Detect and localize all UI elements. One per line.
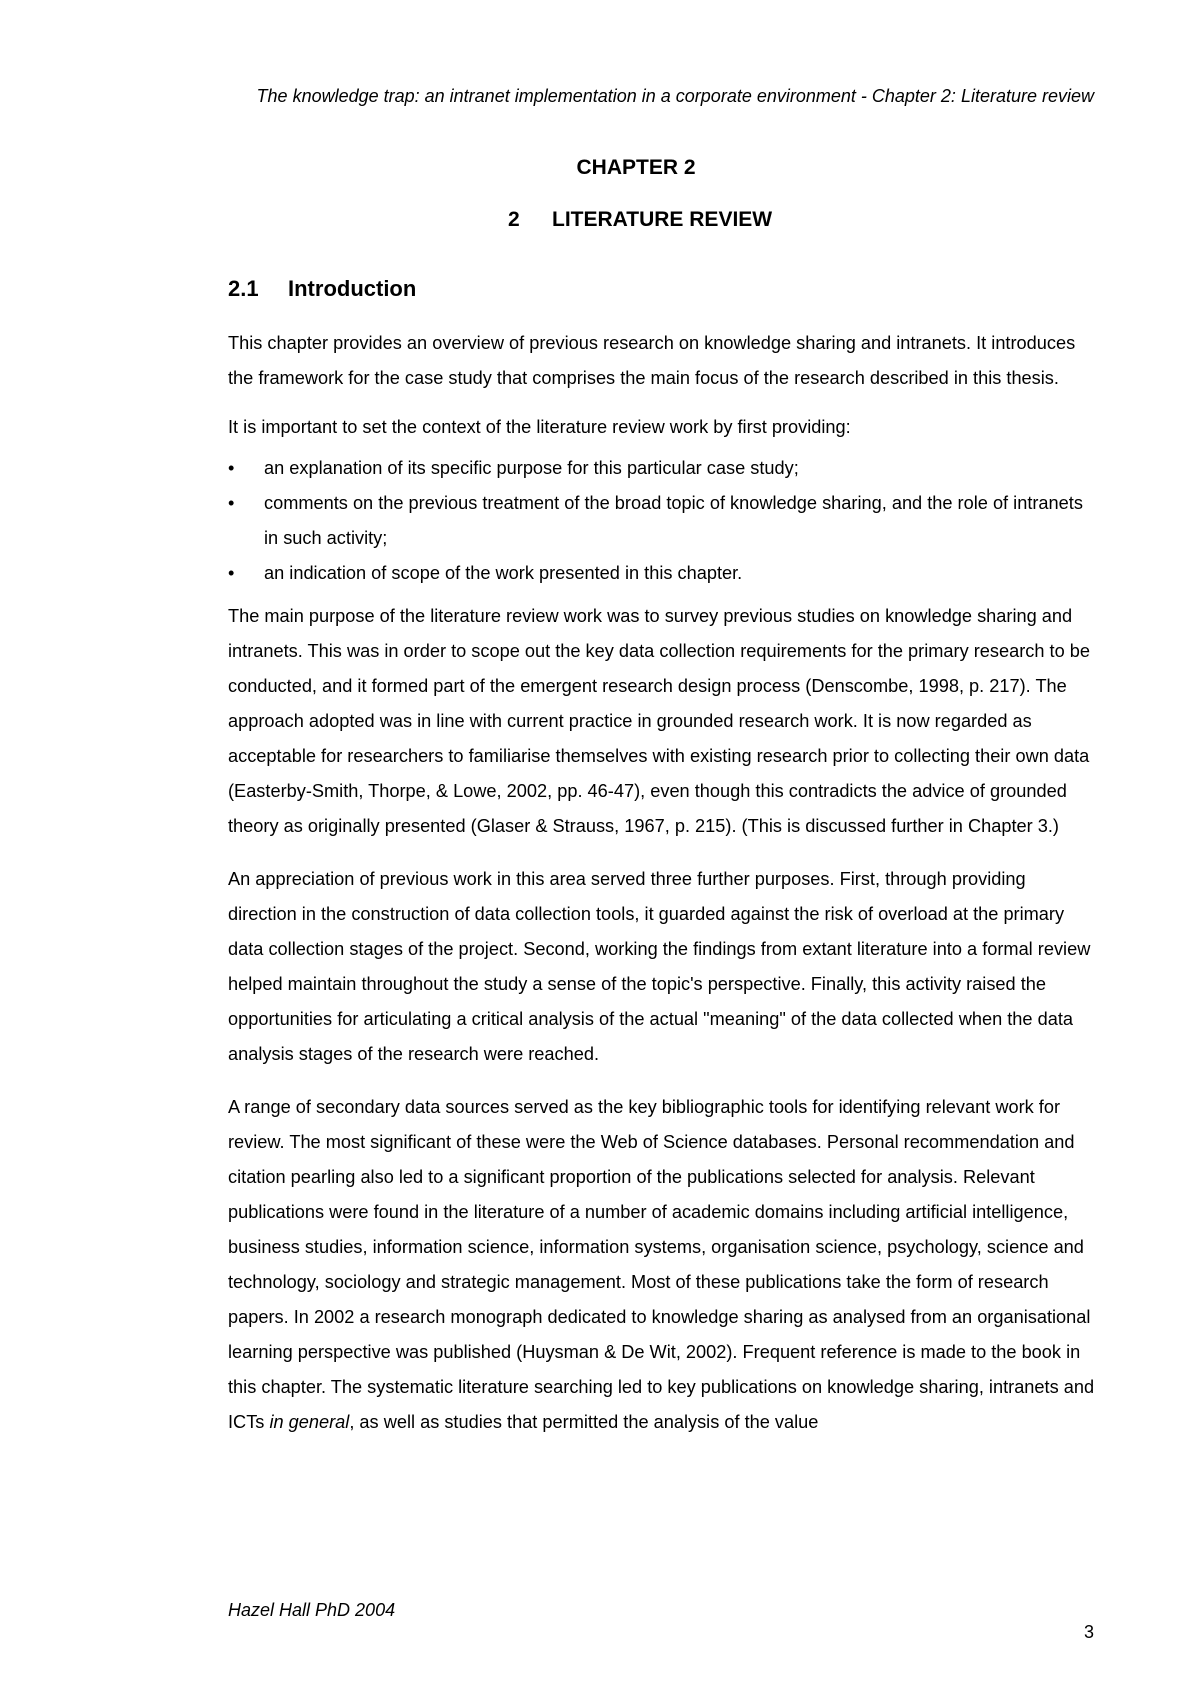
paragraph: An appreciation of previous work in this area served three further purposes. First, through providing direction in the construction of data collection tools, it guarded against the risk of overload at the primary data collection stages of the project. Second, working the findings from extant literature into a formal review helped maintain throughout the study a sense of the topic's perspective. Finally, this activity raised the opportunities for articulating a critical analysis of the actual "meaning" of the data collected when the data analysis stages of the research were reached. xyxy=(228,869,1091,1064)
bullet-icon: • xyxy=(228,493,235,513)
chapter-label: CHAPTER 2 xyxy=(576,156,696,179)
list-item xyxy=(228,486,1098,556)
list-item xyxy=(228,451,1098,486)
chapter-heading xyxy=(508,208,772,232)
bullet-icon: • xyxy=(228,458,235,478)
list-item-text: an indication of scope of the work presented in this chapter. xyxy=(264,563,743,583)
running-header: The knowledge trap: an intranet implementation in a corporate environment - Chapter 2: Literature review xyxy=(256,86,1094,106)
paragraph: It is important to set the context of the literature review work by first providing: xyxy=(228,417,851,437)
section-number: 2.1 xyxy=(228,276,259,301)
body-text xyxy=(228,326,1098,1454)
list-item xyxy=(228,556,1098,591)
list-item-text: an explanation of its specific purpose for this particular case study; xyxy=(264,458,799,478)
paragraph-text: , as well as studies that permitted the analysis of the value xyxy=(349,1412,819,1432)
footer-author: Hazel Hall PhD 2004 xyxy=(228,1600,396,1620)
chapter-number: 2 xyxy=(508,208,520,231)
page-number: 3 xyxy=(1083,1622,1094,1642)
list-item-text: comments on the previous treatment of the broad topic of knowledge sharing, and the role of intranets in such activity; xyxy=(264,493,1083,548)
paragraph: The main purpose of the literature review work was to survey previous studies on knowledge sharing and intranets. This was in order to scope out the key data collection requirements for the primary research to be conducted, and it formed part of the emergent research design process (Denscombe, 1998, p. 217). The approach adopted was in line with current practice in grounded research work. It is now regarded as acceptable for researchers to familiarise themselves with existing research prior to collecting their own data (Easterby-Smith, Thorpe, & Lowe, 2002, pp. 46-47), even though this contradicts the advice of grounded theory as originally presented (Glaser & Strauss, 1967, p. 215). (This is discussed further in Chapter 3.) xyxy=(228,606,1090,836)
emphasis-text: in general xyxy=(269,1412,350,1432)
bullet-icon: • xyxy=(228,563,235,583)
chapter-title: LITERATURE REVIEW xyxy=(552,208,773,231)
paragraph xyxy=(228,1090,1098,1440)
section-heading xyxy=(228,276,416,302)
paragraph-text: A range of secondary data sources served as the key bibliographic tools for identifying relevant work for review. The most significant of these were the Web of Science databases. Personal recommendation and citation pearling also led to a significant proportion of the publications selected for analysis. Relevant publications were found in the literature of a number of academic domains including artificial intelligence, business studies, information science, information systems, organisation science, psychology, science and technology, sociology and strategic management. Most of these publications take the form of research papers. In 2002 a research monograph dedicated to knowledge sharing as analysed from an organisational learning perspective was published (Huysman & De Wit, 2002). Frequent reference is made to the book in this chapter. The systematic literature searching led to key publications on knowledge sharing, intranets and ICTs xyxy=(228,1097,1095,1432)
paragraph: This chapter provides an overview of previous research on knowledge sharing and intranets. It introduces the framework for the case study that comprises the main focus of the research described in this thesis. xyxy=(228,333,1076,388)
section-title: Introduction xyxy=(288,276,417,301)
bullet-list xyxy=(228,451,1098,591)
